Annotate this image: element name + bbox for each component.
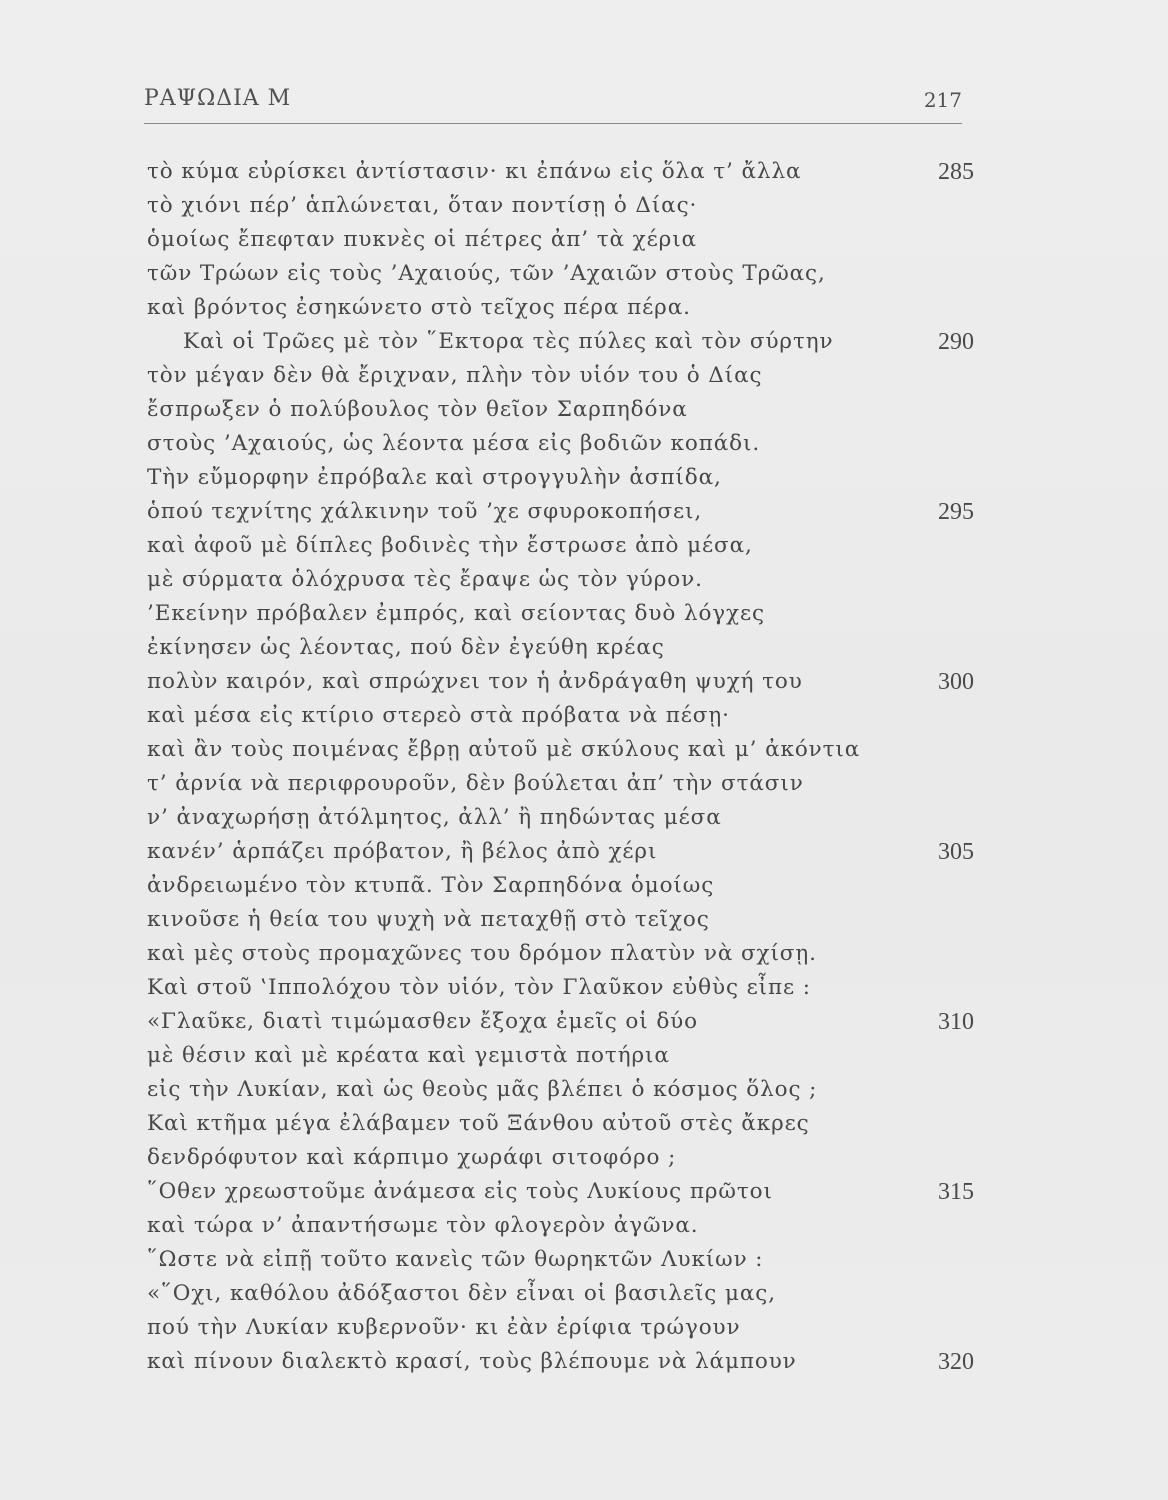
verse-text: ἀνδρειωμένο τὸν κτυπᾶ. Τὸν Σαρπηδόνα ὁμοίως bbox=[147, 873, 715, 898]
verse-line bbox=[0, 1005, 1168, 1039]
verse-line bbox=[0, 393, 1168, 427]
verse-text: ὁπού τεχνίτης χάλκινην τοῦ ’χε σφυροκοπήσει, bbox=[147, 499, 703, 524]
verse-text: καὶ μέσα εἰς κτίριο στερεὸ στὰ πρόβατα νὰ πέσῃ· bbox=[147, 703, 730, 728]
verse-line bbox=[0, 1175, 1168, 1209]
verse-line bbox=[0, 359, 1168, 393]
line-number: 305 bbox=[938, 839, 974, 865]
verse-line bbox=[0, 733, 1168, 767]
verse-line bbox=[0, 189, 1168, 223]
verse-line bbox=[0, 631, 1168, 665]
line-number: 295 bbox=[938, 499, 974, 525]
verse-text: καὶ πίνουν διαλεκτὸ κρασί, τοὺς βλέπουμε νὰ λάμπουν bbox=[147, 1349, 797, 1374]
verse-text: εἰς τὴν Λυκίαν, καὶ ὡς θεοὺς μᾶς βλέπει ὁ κόσμος ὅλος ; bbox=[147, 1077, 818, 1102]
verse-text: ῞Ωστε νὰ εἰπῇ τοῦτο κανεὶς τῶν θωρηκτῶν Λυκίων : bbox=[147, 1247, 764, 1272]
verse-text: τῶν Τρώων εἰς τοὺς ’Αχαιούς, τῶν ’Αχαιῶν στοὺς Τρῶας, bbox=[147, 261, 826, 286]
verse-line bbox=[0, 563, 1168, 597]
verse-line bbox=[0, 971, 1168, 1005]
verse-text: μὲ θέσιν καὶ μὲ κρέατα καὶ γεμιστὰ ποτήρια bbox=[147, 1043, 670, 1068]
verse-line bbox=[0, 1277, 1168, 1311]
verse-text: τὸ χιόνι πέρ’ ἁπλώνεται, ὅταν ποντίσῃ ὁ Δίας· bbox=[147, 193, 698, 218]
running-title: ΡΑΨΩΔΙΑ Μ bbox=[144, 86, 292, 111]
verse-text: κανέν’ ἁρπάζει πρόβατον, ἢ βέλος ἀπὸ χέρι bbox=[147, 839, 658, 864]
header-rule bbox=[144, 123, 962, 124]
verse-text: Καὶ στοῦ ‛Ιππολόχου τὸν υἱόν, τὸν Γλαῦκον εὐθὺς εἶπε : bbox=[147, 975, 811, 1000]
verse-text: ἔσπρωξεν ὁ πολύβουλος τὸν θεῖον Σαρπηδόνα bbox=[147, 397, 688, 422]
verse-text: τὸν μέγαν δὲν θὰ ἔριχναν, πλὴν τὸν υἱόν του ὁ Δίας bbox=[147, 363, 763, 388]
verse-text: καὶ ἂν τοὺς ποιμένας ἔβρῃ αὐτοῦ μὲ σκύλους καὶ μ’ ἀκόντια bbox=[147, 737, 861, 762]
verse-line bbox=[0, 1345, 1168, 1379]
verse-text: καὶ μὲς στοὺς προμαχῶνες του δρόμον πλατὺν νὰ σχίσῃ. bbox=[147, 941, 817, 966]
page-number: 217 bbox=[923, 88, 962, 112]
verse-line bbox=[0, 461, 1168, 495]
verse-text: «Γλαῦκε, διατὶ τιμώμασθεν ἔξοχα ἐμεῖς οἱ δύο bbox=[147, 1009, 698, 1034]
running-head bbox=[144, 86, 962, 126]
verse-line bbox=[0, 597, 1168, 631]
verse-text: Καὶ οἱ Τρῶες μὲ τὸν ῞Εκτορα τὲς πύλες καὶ τὸν σύρτην bbox=[183, 329, 834, 354]
verse-line bbox=[0, 291, 1168, 325]
verse-line bbox=[0, 699, 1168, 733]
verse-text: πολὺν καιρόν, καὶ σπρώχνει τον ἡ ἀνδράγαθη ψυχή του bbox=[147, 669, 803, 694]
verse-text: κινοῦσε ἡ θεία του ψυχὴ νὰ πεταχθῇ στὸ τεῖχος bbox=[147, 907, 710, 932]
verse-line bbox=[0, 801, 1168, 835]
verse-line bbox=[0, 325, 1168, 359]
verse-line bbox=[0, 937, 1168, 971]
line-number: 300 bbox=[938, 669, 974, 695]
verse-text: πού τὴν Λυκίαν κυβερνοῦν· κι ἐὰν ἐρίφια τρώγουν bbox=[147, 1315, 741, 1340]
verse-line bbox=[0, 529, 1168, 563]
line-number: 310 bbox=[938, 1009, 974, 1035]
line-number: 290 bbox=[938, 329, 974, 355]
verse-line bbox=[0, 1209, 1168, 1243]
verse-text: ’Εκείνην πρόβαλεν ἐμπρός, καὶ σείοντας δυὸ λόγχες bbox=[147, 601, 765, 626]
verse-text: Καὶ κτῆμα μέγα ἐλάβαμεν τοῦ Ξάνθου αὐτοῦ στὲς ἄκρες bbox=[147, 1111, 810, 1136]
verse-line bbox=[0, 1243, 1168, 1277]
verse-text: καὶ τώρα ν’ ἀπαντήσωμε τὸν φλογερὸν ἀγῶνα. bbox=[147, 1213, 699, 1238]
verse-text: στοὺς ’Αχαιούς, ὡς λέοντα μέσα εἰς βοδιῶν κοπάδι. bbox=[147, 431, 761, 456]
verse-line bbox=[0, 1073, 1168, 1107]
verse-line bbox=[0, 903, 1168, 937]
verse-line bbox=[0, 869, 1168, 903]
verse-line bbox=[0, 257, 1168, 291]
verse-line bbox=[0, 665, 1168, 699]
verse-line bbox=[0, 767, 1168, 801]
line-number: 285 bbox=[938, 159, 974, 185]
verse-line bbox=[0, 1141, 1168, 1175]
verse-text: καὶ ἀφοῦ μὲ δίπλες βοδινὲς τὴν ἔστρωσε ἀπὸ μέσα, bbox=[147, 533, 753, 558]
verse-line bbox=[0, 223, 1168, 257]
verse-text: τ’ ἀρνία νὰ περιφρουροῦν, δὲν βούλεται ἀπ’ τὴν στάσιν bbox=[147, 771, 804, 796]
verse-text: ἐκίνησεν ὡς λέοντας, πού δὲν ἐγεύθη κρέας bbox=[147, 635, 665, 660]
verse-text: Τὴν εὔμορφην ἐπρόβαλε καὶ στρογγυλὴν ἀσπίδα, bbox=[147, 465, 722, 490]
poem-text bbox=[0, 155, 1168, 1379]
verse-text: ὁμοίως ἔπεφταν πυκνὲς οἱ πέτρες ἀπ’ τὰ χέρια bbox=[147, 227, 697, 252]
verse-line bbox=[0, 835, 1168, 869]
verse-text: καὶ βρόντος ἐσηκώνετο στὸ τεῖχος πέρα πέρα. bbox=[147, 295, 691, 320]
verse-text: ν’ ἀναχωρήσῃ ἀτόλμητος, ἀλλ’ ἢ πηδώντας μέσα bbox=[147, 805, 722, 830]
verse-line bbox=[0, 1311, 1168, 1345]
line-number: 315 bbox=[938, 1179, 974, 1205]
verse-text: «῞Οχι, καθόλου ἀδόξαστοι δὲν εἶναι οἱ βασιλεῖς μας, bbox=[147, 1281, 776, 1306]
verse-text: τὸ κύμα εὐρίσκει ἀντίστασιν· κι ἐπάνω εἰς ὅλα τ’ ἄλλα bbox=[147, 159, 802, 184]
verse-text: ῞Οθεν χρεωστοῦμε ἀνάμεσα εἰς τοὺς Λυκίους πρῶτοι bbox=[147, 1179, 773, 1204]
verse-line bbox=[0, 427, 1168, 461]
verse-text: δενδρόφυτον καὶ κάρπιμο χωράφι σιτοφόρο ; bbox=[147, 1145, 677, 1170]
verse-text: μὲ σύρματα ὁλόχρυσα τὲς ἔραψε ὡς τὸν γύρον. bbox=[147, 567, 703, 592]
verse-line bbox=[0, 1107, 1168, 1141]
verse-line bbox=[0, 155, 1168, 189]
verse-line bbox=[0, 495, 1168, 529]
verse-line bbox=[0, 1039, 1168, 1073]
line-number: 320 bbox=[938, 1349, 974, 1375]
